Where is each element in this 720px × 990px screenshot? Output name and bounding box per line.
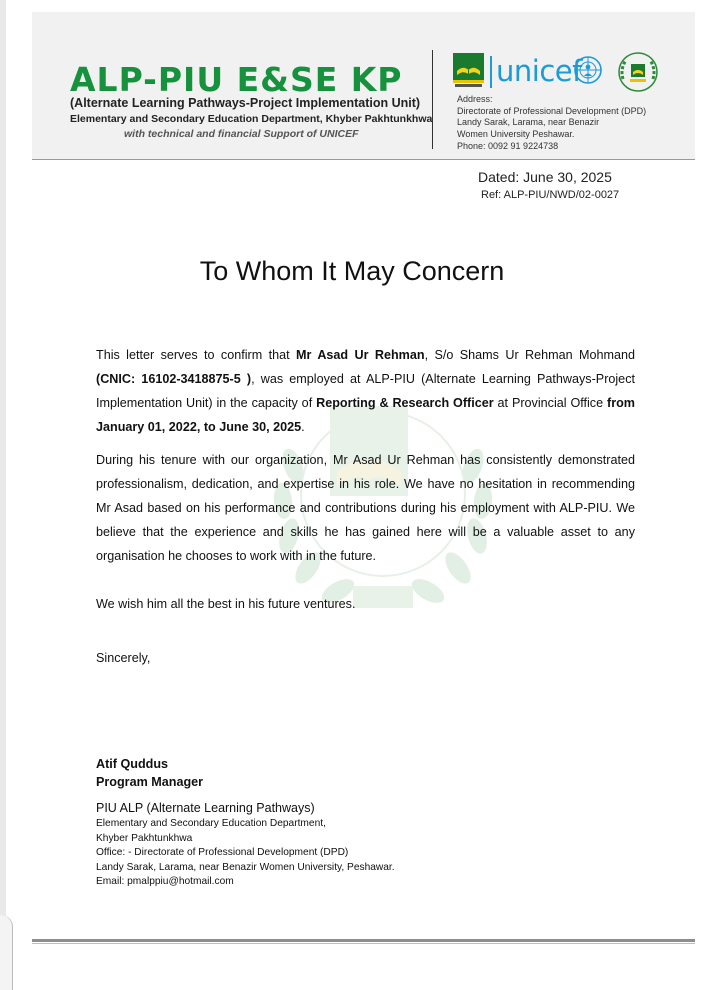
signatory-name: Atif Quddus — [96, 757, 169, 771]
employment-period: from January 01, 2022, to June 30, 2025 — [96, 396, 636, 434]
letterhead — [32, 12, 695, 160]
contact-email: Email: pmalppiu@hotmail.com — [96, 876, 234, 887]
unicef-wordmark: unicef — [496, 54, 582, 88]
org-subtitle: (Alternate Learning Pathways-Project Implementation Unit) — [70, 96, 421, 110]
contact-line: Elementary and Secondary Education Department, — [96, 818, 326, 829]
employee-position: Reporting & Research Officer — [316, 396, 494, 410]
header-divider — [432, 50, 433, 149]
address-line: Women University Peshawar. — [457, 129, 575, 140]
text-run: , S/o Shams Ur Rehman Mohmand — [424, 348, 636, 362]
text-run: This letter serves to confirm that — [96, 348, 297, 362]
contact-line: Landy Sarak, Larama, near Benazir Women University, Peshawar. — [96, 861, 395, 873]
kp-book-logo-icon — [453, 53, 484, 88]
unicef-globe-icon — [573, 55, 603, 85]
org-department: Elementary and Secondary Education Department, Khyber Pakhtunkhwa — [70, 113, 433, 125]
letter-heading: To Whom It May Concern — [199, 256, 505, 286]
reference-number: Ref: ALP-PIU/NWD/02-0027 — [481, 189, 620, 201]
letter-page — [6, 0, 720, 990]
signatory-contact — [96, 817, 395, 890]
paragraph-wishes: We wish him all the best in his future ventures. — [96, 597, 356, 611]
text-run: . — [301, 420, 305, 434]
address-line: Phone: 0092 91 9224738 — [457, 140, 559, 151]
employee-name: Mr Asad Ur Rehman — [296, 348, 425, 362]
paragraph-confirmation — [96, 343, 635, 439]
office-address — [457, 94, 646, 153]
kp-government-seal-icon — [616, 51, 660, 93]
signatory-organization: PIU ALP (Alternate Learning Pathways) — [96, 801, 315, 815]
address-line: Directorate of Professional Development (DPD) — [457, 105, 647, 116]
letter-date: Dated: June 30, 2025 — [478, 169, 612, 185]
org-support-line: with technical and financial Support of UNICEF — [124, 128, 359, 140]
address-line: Address: — [457, 94, 493, 104]
text-run: , was employed at ALP-PIU (Alternate Learning Pathways-Project Implementation Unit) in the capacity of — [96, 372, 635, 410]
address-line: Landy Sarak, Larama, near Benazir — [457, 117, 600, 128]
paragraph-recommendation: During his tenure with our organization, Mr Asad Ur Rehman has consistently demonstrated professionalism, dedication, and expertise in his role. We have no hesitation in recommending Mr Asad based on his performance and contributions during his employment with ALP-PIU. We believe that the experience and skills he has gained here will be a valuable asset to any organisation he chooses to work with in the future. — [96, 453, 635, 563]
logo-separator — [490, 56, 492, 88]
footer-rule-light — [32, 943, 695, 944]
text-run: at Provincial Office — [493, 396, 608, 410]
closing-salutation: Sincerely, — [96, 651, 151, 665]
signatory-title: Program Manager — [96, 775, 204, 789]
org-title: ALP-PIU E&SE KP — [70, 60, 403, 99]
footer-rule — [32, 939, 695, 942]
page-edge — [0, 915, 13, 990]
contact-line: Khyber Pakhtunkhwa — [96, 832, 193, 844]
contact-line: Office: - Directorate of Professional Development (DPD) — [96, 847, 349, 858]
employee-cnic: (CNIC: 16102-3418875-5 ) — [96, 372, 252, 386]
